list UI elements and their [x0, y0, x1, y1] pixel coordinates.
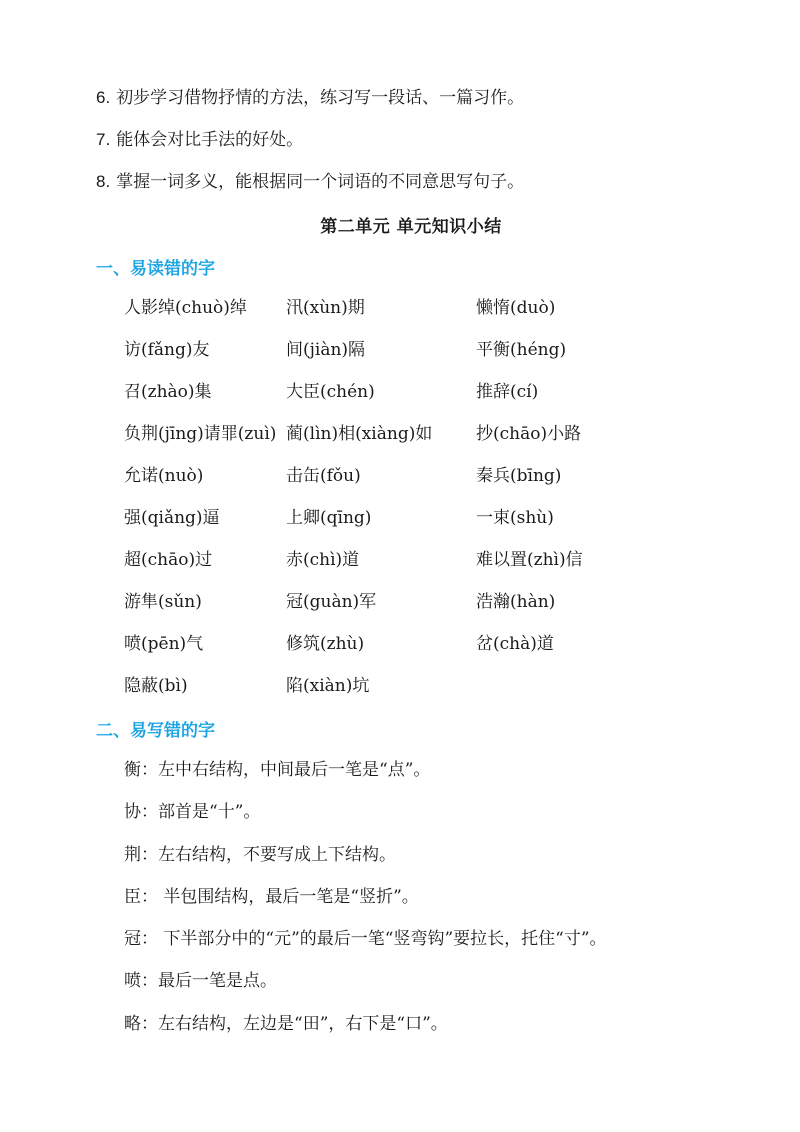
- word-cell: 一束(shù): [476, 508, 554, 528]
- word-cell: 难以置(zhì)信: [476, 550, 583, 570]
- word-cell: 喷(pēn)气: [124, 634, 204, 654]
- word-cell: 上卿(qīng): [286, 508, 372, 528]
- note-line: 衡：左中右结构，中间最后一笔是“点”。: [124, 760, 431, 780]
- grid-row: [124, 338, 764, 380]
- note-line: 略：左右结构，左边是“田”，右下是“口”。: [124, 1014, 448, 1034]
- word-cell: 人影绰(chuò)绰: [124, 298, 247, 318]
- word-cell: 负荆(jīng)请罪(zuì): [124, 424, 277, 444]
- word-cell: 抄(chāo)小路: [476, 424, 582, 444]
- note-line: 臣： 半包围结构，最后一笔是“竖折”。: [124, 887, 419, 907]
- grid-row: [124, 380, 764, 422]
- objective-item: [96, 128, 303, 152]
- grid-row: [124, 464, 764, 506]
- word-cell: 超(chāo)过: [124, 550, 213, 570]
- word-cell: 隐蔽(bì): [124, 676, 188, 696]
- word-cell: 冠(guàn)军: [286, 592, 377, 612]
- objective-number: 7.: [96, 130, 111, 149]
- section-heading-miswritten: 二、易写错的字: [96, 721, 215, 741]
- grid-row: [124, 632, 764, 674]
- grid-row: [124, 422, 764, 464]
- note-line: 协：部首是“十”。: [124, 802, 261, 822]
- word-cell: 陷(xiàn)坑: [286, 676, 370, 696]
- word-cell: 推辞(cí): [476, 382, 539, 402]
- unit-title: 第二单元 单元知识小结: [320, 217, 502, 237]
- word-cell: 击缶(fǒu): [286, 466, 361, 486]
- word-cell: 汛(xùn)期: [286, 298, 365, 318]
- grid-row: [124, 548, 764, 590]
- objective-item: [96, 170, 524, 194]
- word-cell: 强(qiǎng)逼: [124, 508, 220, 528]
- section-heading-misread: 一、易读错的字: [96, 259, 215, 279]
- word-cell: 平衡(héng): [476, 340, 567, 360]
- word-cell: 懒惰(duò): [476, 298, 556, 318]
- objective-text: 初步学习借物抒情的方法，练习写一段话、一篇习作。: [116, 88, 525, 108]
- objective-number: 6.: [96, 88, 111, 107]
- grid-row: [124, 674, 764, 716]
- word-cell: 岔(chà)道: [476, 634, 554, 654]
- objective-item: [96, 86, 524, 110]
- word-cell: 大臣(chén): [286, 382, 375, 402]
- word-cell: 赤(chì)道: [286, 550, 360, 570]
- word-cell: 允诺(nuò): [124, 466, 204, 486]
- note-line: 冠： 下半部分中的“元”的最后一笔“竖弯钩”要拉长，托住“寸”。: [124, 929, 607, 949]
- word-cell: 间(jiàn)隔: [286, 340, 366, 360]
- word-cell: 秦兵(bīng): [476, 466, 562, 486]
- word-cell: 修筑(zhù): [286, 634, 365, 654]
- word-cell: 访(fǎng)友: [124, 340, 210, 360]
- word-cell: 召(zhào)集: [124, 382, 212, 402]
- grid-row: [124, 296, 764, 338]
- word-cell: 浩瀚(hàn): [476, 592, 556, 612]
- objective-text: 掌握一词多义，能根据同一个词语的不同意思写句子。: [116, 172, 525, 192]
- word-cell: 蔺(lìn)相(xiàng)如: [286, 424, 433, 444]
- misread-characters-grid: [124, 296, 764, 716]
- note-line: 喷：最后一笔是点。: [124, 971, 277, 991]
- objective-number: 8.: [96, 172, 111, 191]
- word-cell: 游隼(sǔn): [124, 592, 202, 612]
- grid-row: [124, 506, 764, 548]
- grid-row: [124, 590, 764, 632]
- objective-text: 能体会对比手法的好处。: [116, 130, 304, 150]
- note-line: 荆：左右结构，不要写成上下结构。: [124, 845, 396, 865]
